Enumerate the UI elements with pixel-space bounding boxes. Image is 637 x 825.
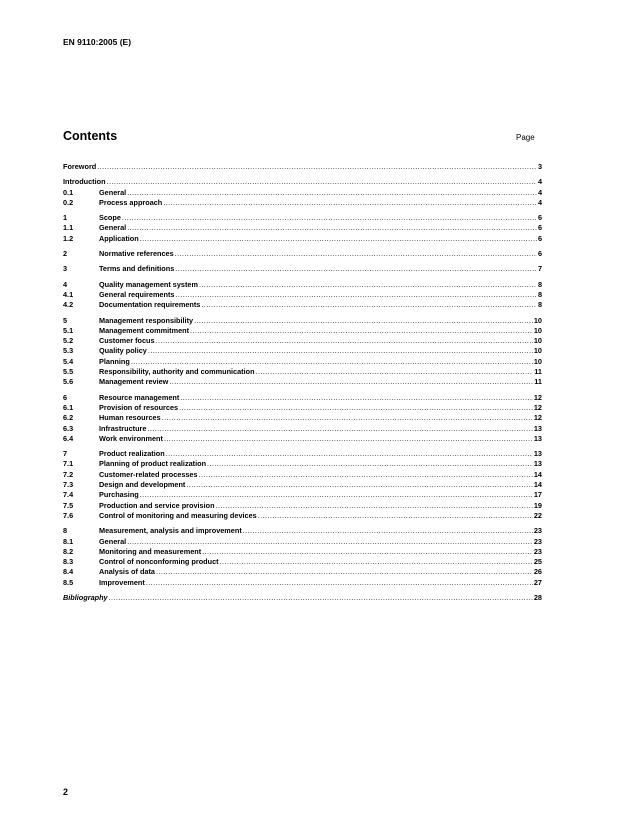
toc-entry-number: 7 [63, 449, 68, 459]
toc-group [63, 213, 542, 244]
toc-entry-page: 11 [534, 367, 542, 377]
contents-title: Contents [63, 129, 118, 143]
toc-entry-title: Planning [99, 356, 130, 366]
dot-leader [199, 470, 533, 480]
toc-entry-number: 8.3 [63, 557, 74, 567]
toc-entry-page: 7 [537, 264, 542, 274]
toc-entry[interactable] [63, 177, 542, 187]
toc-entry-number: 5.4 [63, 356, 74, 366]
toc-entry-page: 14 [533, 469, 542, 479]
toc-entry-number: 8.4 [63, 567, 74, 577]
toc-entry[interactable] [63, 593, 542, 603]
toc-entry-title: Provision of resources [99, 402, 179, 412]
toc-entry-number: 7.3 [63, 480, 74, 490]
toc-entry[interactable] [63, 434, 542, 444]
dot-leader [243, 526, 533, 536]
dot-leader [169, 377, 533, 387]
dot-leader [140, 234, 537, 244]
dot-leader [194, 316, 533, 326]
toc-entry[interactable] [63, 188, 542, 198]
toc-entry-page: 13 [533, 449, 542, 459]
toc-entry-title: Customer-related processes [99, 469, 198, 479]
dot-leader [140, 490, 533, 500]
dot-leader [127, 223, 537, 233]
toc-entry-title: Analysis of data [99, 567, 155, 577]
dot-leader [202, 547, 533, 557]
toc-entry-title: Responsibility, authority and communication [99, 367, 255, 377]
toc-entry-page: 23 [533, 546, 542, 556]
dot-leader [216, 501, 533, 511]
toc-entry-title: Normative references [99, 249, 174, 259]
toc-entry[interactable] [63, 367, 542, 377]
toc-group [63, 177, 542, 208]
toc-entry-number: 7.6 [63, 510, 74, 520]
toc-entry[interactable] [63, 511, 542, 521]
dot-leader [107, 177, 537, 187]
toc-entry-number: 4 [63, 279, 68, 289]
toc-entry-number: 1 [63, 213, 68, 223]
toc-entry-number: 6.3 [63, 423, 74, 433]
dot-leader [148, 346, 533, 356]
toc-entry-page: 10 [533, 315, 542, 325]
toc-entry[interactable] [63, 490, 542, 500]
toc-entry[interactable] [63, 459, 542, 469]
toc-entry-title: Foreword [63, 162, 97, 171]
dot-leader [127, 537, 533, 547]
toc-entry-title: Bibliography [63, 592, 108, 602]
toc-group [63, 316, 542, 388]
toc-entry-number: 4.2 [63, 300, 74, 310]
toc-entry[interactable] [63, 264, 542, 274]
toc-group [63, 249, 542, 259]
toc-entry-number: 4.1 [63, 289, 74, 299]
toc-entry[interactable] [63, 300, 542, 310]
toc-entry-title: Quality policy [99, 346, 147, 356]
toc-entry-title: Scope [99, 213, 121, 223]
dot-leader [175, 249, 537, 259]
toc-entry-number: 1.2 [63, 233, 74, 243]
dot-leader [162, 413, 533, 423]
toc-entry-page: 10 [533, 325, 542, 335]
dot-leader [146, 578, 533, 588]
dot-leader [166, 449, 533, 459]
toc-entry-number: 2 [63, 249, 68, 259]
toc-entry-page: 3 [537, 162, 542, 171]
toc-entry-page: 23 [533, 526, 542, 536]
toc-entry-number: 6 [63, 392, 68, 402]
toc-entry-title: Purchasing [99, 490, 139, 500]
toc-entry-page: 6 [537, 249, 542, 259]
toc-entry-page: 6 [537, 233, 542, 243]
dot-leader [175, 290, 537, 300]
toc-entry[interactable] [63, 567, 542, 577]
toc-entry-page: 4 [537, 177, 542, 187]
toc-group [63, 449, 542, 521]
toc-entry-number: 6.1 [63, 402, 74, 412]
toc-entry[interactable] [63, 213, 542, 223]
dot-leader [180, 393, 533, 403]
dot-leader [109, 593, 533, 603]
document-id: EN 9110:2005 (E) [63, 37, 132, 47]
dot-leader [175, 264, 537, 274]
toc-entry-title: Quality management system [99, 279, 198, 289]
toc-entry[interactable] [63, 393, 542, 403]
toc-entry-number: 5 [63, 315, 68, 325]
toc-entry-title: Monitoring and measurement [99, 546, 202, 556]
toc-entry-page: 27 [533, 577, 542, 587]
dot-leader [199, 280, 537, 290]
toc-entry-page: 6 [537, 223, 542, 233]
dot-leader [122, 213, 537, 223]
toc-group [63, 280, 542, 311]
toc-entry-page: 13 [533, 459, 542, 469]
toc-entry-title: General [99, 223, 127, 233]
toc-entry-title: General [99, 536, 127, 546]
dot-leader [256, 367, 534, 377]
toc-entry-page: 22 [533, 510, 542, 520]
toc-entry-page: 23 [533, 536, 542, 546]
toc-entry[interactable] [63, 424, 542, 434]
toc-entry-page: 11 [534, 377, 542, 387]
toc-entry-title: Infrastructure [99, 423, 147, 433]
toc-entry[interactable] [63, 336, 542, 346]
toc-entry[interactable] [63, 346, 542, 356]
toc-group [63, 393, 542, 444]
toc-entry[interactable] [63, 290, 542, 300]
toc-entry-title: Documentation requirements [99, 300, 201, 310]
toc-entry-title: General requirements [99, 289, 175, 299]
toc-entry-page: 10 [533, 336, 542, 346]
toc-entry-page: 12 [533, 413, 542, 423]
toc-entry-number: 8.1 [63, 536, 74, 546]
toc-entry[interactable] [63, 223, 542, 233]
toc-entry-title: Product realization [99, 449, 165, 459]
toc-entry-number: 7.4 [63, 490, 74, 500]
toc-entry-page: 8 [537, 279, 542, 289]
toc-entry-number: 0.2 [63, 197, 74, 207]
toc-entry-number: 7.1 [63, 459, 74, 469]
toc-entry[interactable] [63, 578, 542, 588]
toc-entry[interactable] [63, 234, 542, 244]
toc-entry-page: 6 [537, 213, 542, 223]
toc-entry-number: 5.5 [63, 367, 74, 377]
dot-leader [186, 480, 533, 490]
toc-entry-number: 7.5 [63, 500, 74, 510]
toc-entry-page: 4 [537, 197, 542, 207]
toc-entry[interactable] [63, 557, 542, 567]
toc-entry-page: 17 [533, 490, 542, 500]
toc-entry-number: 8.5 [63, 577, 74, 587]
toc-entry-title: Planning of product realization [99, 459, 207, 469]
toc-group [63, 526, 542, 588]
toc-entry-number: 0.1 [63, 187, 74, 197]
toc-entry[interactable] [63, 470, 542, 480]
toc-entry-page: 28 [533, 592, 542, 602]
toc-entry-page: 4 [537, 187, 542, 197]
toc-entry-number: 1.1 [63, 223, 74, 233]
toc-entry-page: 19 [533, 500, 542, 510]
toc-entry-page: 8 [537, 289, 542, 299]
toc-entry-page: 25 [533, 557, 542, 567]
toc-entry[interactable] [63, 280, 542, 290]
dot-leader [156, 336, 533, 346]
dot-leader [179, 403, 533, 413]
toc-entry-number: 6.2 [63, 413, 74, 423]
toc-entry-page: 26 [533, 567, 542, 577]
toc-entry-title: Production and service provision [99, 500, 215, 510]
toc-entry-number: 7.2 [63, 469, 74, 479]
dot-leader [127, 188, 537, 198]
toc-entry-title: Human resources [99, 413, 161, 423]
dot-leader [190, 326, 533, 336]
toc-entry[interactable] [63, 316, 542, 326]
toc-entry-title: Improvement [99, 577, 145, 587]
toc-entry-title: Resource management [99, 392, 180, 402]
toc-entry-number: 5.1 [63, 325, 74, 335]
toc-entry[interactable] [63, 162, 542, 172]
toc-entry-title: General [99, 187, 127, 197]
toc-entry[interactable] [63, 326, 542, 336]
toc-entry-number: 6.4 [63, 433, 74, 443]
toc-entry-title: Work environment [99, 433, 163, 443]
toc-entry-number: 8 [63, 526, 68, 536]
dot-leader [97, 162, 537, 172]
toc-entry-number: 3 [63, 264, 68, 274]
toc-entry-title: Introduction [63, 177, 106, 187]
toc-entry-title: Design and development [99, 480, 186, 490]
toc-entry-title: Management responsibility [99, 315, 194, 325]
toc-entry[interactable] [63, 413, 542, 423]
toc-entry-title: Terms and definitions [99, 264, 175, 274]
dot-leader [220, 557, 533, 567]
toc-entry-title: Control of monitoring and measuring devices [99, 510, 257, 520]
toc-entry-page: 10 [533, 346, 542, 356]
dot-leader [207, 459, 533, 469]
toc-entry-title: Control of nonconforming product [99, 557, 219, 567]
toc-entry[interactable] [63, 403, 542, 413]
toc-entry-title: Measurement, analysis and improvement [99, 526, 242, 536]
table-of-contents [63, 162, 542, 608]
toc-entry[interactable] [63, 449, 542, 459]
toc-entry-page: 8 [537, 300, 542, 310]
toc-entry[interactable] [63, 537, 542, 547]
dot-leader [258, 511, 533, 521]
dot-leader [164, 434, 533, 444]
toc-entry-title: Customer focus [99, 336, 155, 346]
dot-leader [131, 357, 533, 367]
toc-entry-number: 8.2 [63, 546, 74, 556]
toc-entry-title: Management review [99, 377, 169, 387]
toc-entry-page: 10 [533, 356, 542, 366]
toc-entry-page: 12 [533, 392, 542, 402]
toc-entry[interactable] [63, 357, 542, 367]
page-number: 2 [63, 787, 69, 797]
toc-entry-number: 5.2 [63, 336, 74, 346]
toc-entry-page: 13 [533, 423, 542, 433]
toc-entry-title: Application [99, 233, 139, 243]
toc-entry[interactable] [63, 526, 542, 536]
toc-entry-page: 12 [533, 402, 542, 412]
toc-entry-number: 5.3 [63, 346, 74, 356]
toc-entry[interactable] [63, 501, 542, 511]
toc-entry[interactable] [63, 249, 542, 259]
dot-leader [201, 300, 537, 310]
toc-entry[interactable] [63, 377, 542, 387]
toc-entry-number: 5.6 [63, 377, 74, 387]
toc-group [63, 593, 542, 603]
dot-leader [147, 424, 532, 434]
page-column-label: Page [516, 133, 535, 142]
dot-leader [156, 567, 533, 577]
toc-entry-title: Management commitment [99, 325, 190, 335]
toc-entry[interactable] [63, 547, 542, 557]
toc-entry-page: 14 [533, 480, 542, 490]
toc-group [63, 162, 542, 172]
toc-entry[interactable] [63, 480, 542, 490]
toc-entry-page: 13 [533, 433, 542, 443]
toc-entry[interactable] [63, 198, 542, 208]
dot-leader [163, 198, 537, 208]
toc-entry-title: Process approach [99, 197, 163, 207]
toc-group [63, 264, 542, 274]
